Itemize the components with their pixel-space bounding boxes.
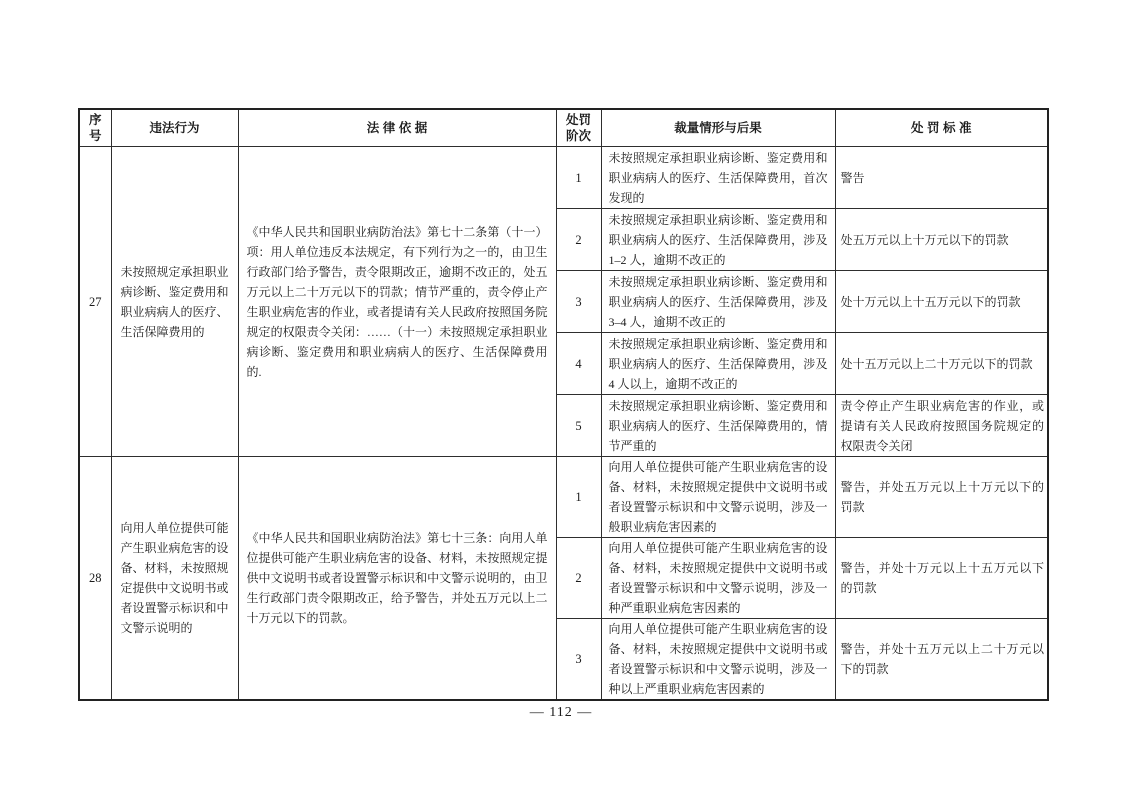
violation-cell: 未按照规定承担职业病诊断、鉴定费用和职业病病人的医疗、生活保障费用的 — [111, 147, 238, 457]
tier-cell: 2 — [556, 538, 601, 619]
tier-cell: 1 — [556, 457, 601, 538]
legal-basis-cell: 《中华人民共和国职业病防治法》第七十二条第（十一）项：用人单位违反本法规定，有下列行为之一的，由卫生行政部门给予警告，责令限期改正，逾期不改正的，处五万元以上二十万元以下的罚款；情节严重的，责令停止产生职业病危害的作业，或者提请有关人民政府按照国务院规定的权限责令关闭：……（十一）未按照规定承担职业病诊断、鉴定费用和职业病病人的医疗、生活保障费用的. — [238, 147, 556, 457]
penalty-discretion-table — [78, 108, 1049, 701]
circumstance-cell: 未按照规定承担职业病诊断、鉴定费用和职业病病人的医疗、生活保障费用，涉及1–2 人，逾期不改正的 — [601, 209, 835, 271]
col-header-index — [79, 109, 111, 147]
circumstance-cell: 向用人单位提供可能产生职业病危害的设备、材料，未按照规定提供中文说明书或者设置警示标识和中文警示说明，涉及一般职业病危害因素的 — [601, 457, 835, 538]
standard-cell: 处五万元以上十万元以下的罚款 — [835, 209, 1048, 271]
col-header-standard: 处 罚 标 准 — [835, 109, 1048, 147]
col-header-tier-line1: 处罚 — [565, 113, 591, 127]
tier-cell: 3 — [556, 271, 601, 333]
table-header-row — [79, 109, 1048, 147]
standard-cell: 处十五万元以上二十万元以下的罚款 — [835, 333, 1048, 395]
circumstance-cell: 向用人单位提供可能产生职业病危害的设备、材料，未按照规定提供中文说明书或者设置警示标识和中文警示说明，涉及一种以上严重职业病危害因素的 — [601, 619, 835, 701]
col-header-circumstance: 裁量情形与后果 — [601, 109, 835, 147]
page-number: — 112 — — [529, 705, 593, 720]
tier-cell: 5 — [556, 395, 601, 457]
standard-cell: 责令停止产生职业病危害的作业，或提请有关人民政府按照国务院规定的权限责令关闭 — [835, 395, 1048, 457]
tier-cell: 1 — [556, 147, 601, 209]
circumstance-cell: 未按照规定承担职业病诊断、鉴定费用和职业病病人的医疗、生活保障费用，涉及4 人以上，逾期不改正的 — [601, 333, 835, 395]
circumstance-cell: 向用人单位提供可能产生职业病危害的设备、材料，未按照规定提供中文说明书或者设置警示标识和中文警示说明，涉及一种严重职业病危害因素的 — [601, 538, 835, 619]
col-header-index-line2: 号 — [88, 129, 102, 143]
standard-cell: 警告，并处十万元以上十五万元以下的罚款 — [835, 538, 1048, 619]
table-row — [79, 147, 1048, 209]
col-header-legal-basis: 法 律 依 据 — [238, 109, 556, 147]
tier-cell: 3 — [556, 619, 601, 701]
col-header-tier-line2: 阶次 — [565, 129, 591, 143]
standard-cell: 警告，并处十五万元以上二十万元以下的罚款 — [835, 619, 1048, 701]
standard-cell: 警告 — [835, 147, 1048, 209]
tier-cell: 2 — [556, 209, 601, 271]
circumstance-cell: 未按照规定承担职业病诊断、鉴定费用和职业病病人的医疗、生活保障费用，首次发现的 — [601, 147, 835, 209]
row-index: 28 — [79, 457, 111, 701]
violation-cell: 向用人单位提供可能产生职业病危害的设备、材料，未按照规定提供中文说明书或者设置警示标识和中文警示说明的 — [111, 457, 238, 701]
legal-basis-cell: 《中华人民共和国职业病防治法》第七十三条：向用人单位提供可能产生职业病危害的设备、材料，未按照规定提供中文说明书或者设置警示标识和中文警示说明的，由卫生行政部门责令限期改正，给予警告，并处五万元以上二十万元以下的罚款。 — [238, 457, 556, 701]
col-header-violation: 违法行为 — [111, 109, 238, 147]
circumstance-cell: 未按照规定承担职业病诊断、鉴定费用和职业病病人的医疗、生活保障费用，涉及3–4 人，逾期不改正的 — [601, 271, 835, 333]
table-row — [79, 457, 1048, 538]
col-header-tier — [556, 109, 601, 147]
standard-cell: 处十万元以上十五万元以下的罚款 — [835, 271, 1048, 333]
row-index: 27 — [79, 147, 111, 457]
standard-cell: 警告，并处五万元以上十万元以下的罚款 — [835, 457, 1048, 538]
col-header-index-line1: 序 — [88, 113, 102, 127]
tier-cell: 4 — [556, 333, 601, 395]
circumstance-cell: 未按照规定承担职业病诊断、鉴定费用和职业病病人的医疗、生活保障费用的，情节严重的 — [601, 395, 835, 457]
